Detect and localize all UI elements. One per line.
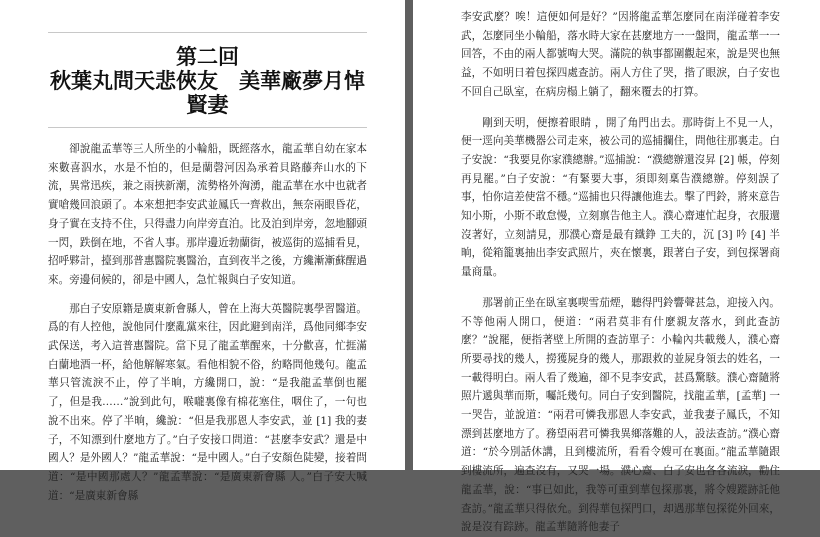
top-rule: [48, 32, 367, 33]
page-gutter: [405, 0, 413, 470]
bottom-rule: [48, 127, 367, 128]
chapter-title-line-1: 秋葉丸問天悲俠友 美華廠夢月悼: [50, 68, 365, 93]
paragraph: 那署前正坐在臥室裏喫雪茄煙，聽得門鈴響聲甚急，迎接入內。不等他兩人開口，便道：“兩君莫非有什麼親友落水，到此查訪麼？”說罷，便指著壁上所開的查訪單子：小輪內共載幾人，濮心齋所要尋找的幾人，撈獲屍身的幾人，那跟救的並屍身領去的姓名，一一載得明白。兩人看了幾遍，卻不見李安武，甚爲驚駭。濮心齋隨將照片遞與華而斯，囑託幾句。同白子安到醫院，找龍孟華，[孟華] 一一哭告，並說道：“兩君可憐我那恩人李安武，並我妻子鳳氏，不知漂到甚麼地方了。務望兩君可憐我異鄉落難的人，設法查訪。”濮心齋道：“於今別話休講，且到樓流所，看看令嫂可在裏面。”龍孟華隨跟到樓流所，遍查沒有，又哭一場。濮心齋、白子安也各各流淚，勸住龍孟華，說：“事已如此，我等可重到華包探那裏，將令嫂蹤跡託他查訪。”龍孟華只得依允。到得華包探門口，却遇那華包探從外回來，說是沒有踪跡。龍孟華隨將他妻子: [461, 296, 780, 534]
paragraph: 那白子安原籍是廣東新會縣人，曾在上海大英醫院裏學習醫道。爲的有人控他，說他同什麼亂黨來往，因此避到南洋，爲他同鄉李安武保送，考入這普惠醫院。當下見了龍孟華醒來，十分歡喜，忙捱滿白蘭地酒一杯，給他解解寒氣。看他相貌不俗，約略問他幾句。龍孟華只管流淚不止，停了半晌，方纔開口，說：“是我龍孟華倒也罷了，但是我……”說到此句，喉嚨裏像有棉花塞住，咽住了，一句也說不出來。停了半晌，纔說：“但是我那恩人李安武，並 [1] 我的妻子，不知漂到什麼地方了。”白子安接口問道：“甚麼李安武？還是中國人？是外國人？”龍孟華說：“是中國人。”白子安顏色陡變，接着問道：“是中國那處人？”龍孟華說：“是廣東新會縣 人。”白子安大喊道：“是廣東新會縣: [48, 302, 367, 502]
paragraph: 卻說龍孟華等三人所坐的小輪船，既經落水，龍孟華自幼在家本來數喜泅水，水是不怕的，但是蘭磬河因為承着貝路藤奔山水的下流，異常迅疾，兼之雨挾新潮，流勢格外洶湧，龍孟華在水中也就者實嗆幾回浪頭了。本來想把李安武並鳳氏一齊救出，無奈兩眼昏花，身子實在支持不住，只得盡力向岸旁直泊。比及泊到岸旁，忽地腳頭一閃，跌倒在地，不省人事。那岸邊近勃蘭街，被巡街的巡捕看見，招呼夥計，擡到那普惠醫院裏醫治，直到夜半之後，方纔漸漸蘇醒過來。旁邊伺候的，卻是中國人，急忙報與白子安知道。: [48, 143, 367, 286]
paragraph-continued: 李安武麼？唉！這便如何是好？”因將龍孟華怎麼同在南洋碰着李安武，怎麼同坐小輪船，落水時大家在甚麼地方一一盤問，龍孟華一一回答，不由的兩人都號啕大哭。滿院的執事都圍觀起來，說是哭也無益，不如明日着包探四處查訪。兩人方住了哭，揩了眼淚，白子安也不回自己臥室，在病房榻上躺了，翻來覆去的打算。: [461, 11, 780, 98]
chapter-heading: [48, 45, 367, 117]
chapter-title-line-2: 賢妻: [186, 92, 229, 117]
chapter-number: 第二回: [176, 44, 239, 69]
right-page[interactable]: [413, 0, 820, 534]
paragraph: 剛到天明，便擦着眼睛 ，開了角門出去。那時街上不見一人，便一逕向美華機器公司走來，被公司的巡捕攔住，問他往那裏走。白子安說：“我要見你家濮總辦。”巡捕說：“濮總辦還沒昇 [2] 帳，停刻再見罷。”白子安說：“有緊要大事，須即刻稟告濮總辦。停刻誤了事，怕你這差使當不穩。”巡捕也只得讓他進去。擊了門鈴，將來意告知小斯，小斯不敢怠慢，立刻禀告他主人。濮心齋連忙起身，衣服還沒著好，立刻請見，那濮心齋是最有鐵錚 工夫的，沉 [3] 吟 [4] 半晌，從箱籠裏抽出李安武照片，夾在懷裏，跟著白子安，到包探署商量商量。: [461, 116, 780, 279]
left-page[interactable]: [0, 0, 405, 502]
